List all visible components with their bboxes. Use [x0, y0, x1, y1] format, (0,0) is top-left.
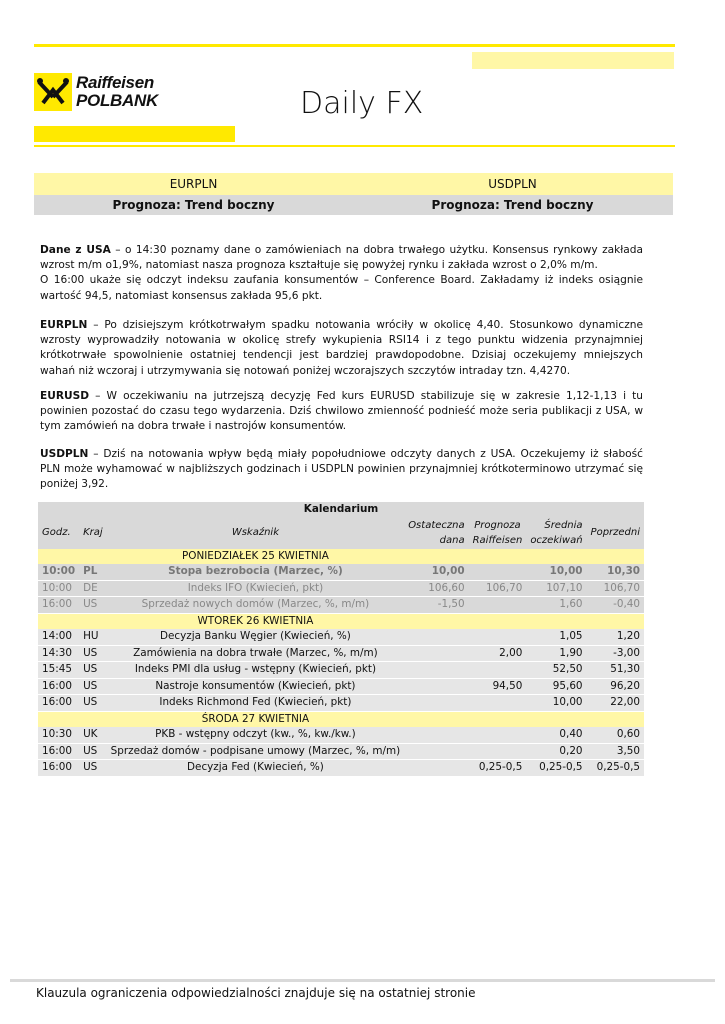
calendar-cell: [469, 695, 527, 712]
calendar-cell: [469, 597, 527, 614]
calendar-cell: [404, 743, 468, 760]
calendar-cell: [404, 662, 468, 679]
raiffeisen-logo: [34, 72, 164, 112]
calendar-cell: UK: [79, 727, 107, 743]
calendar-cell: [404, 695, 468, 712]
calendar-row: [38, 629, 644, 645]
calendar-day-header: [38, 711, 644, 727]
paragraph-text: – W oczekiwaniu na jutrzejszą decyzję Fed kurs EURUSD stabilizuje się w zakresie 1,12-1,13 i tu powinien pozostać do czasu tego wydarzenia. Dziś chwilowo zmienność podnieść może seria publikacji z USA, w tym zamówień na dobra trwałe i nastrojów konsumentów.: [40, 390, 643, 433]
calendar-cell: Sprzedaż nowych domów (Marzec, %, m/m): [107, 597, 405, 614]
calendar-cell: Zamówienia na dobra trwałe (Marzec, %, m/m): [107, 645, 405, 662]
calendar-cell: Indeks IFO (Kwiecień, pkt): [107, 580, 405, 597]
calendar-cell: [404, 629, 468, 645]
col-header: Godz.: [38, 518, 79, 549]
calendar-cell: US: [79, 743, 107, 760]
header-accent-bar: [34, 126, 235, 142]
fx-pair-eurpln: EURPLN: [169, 177, 218, 191]
calendar-cell: 16:00: [38, 743, 79, 760]
paragraph-lead: Dane z USA: [40, 244, 111, 256]
day-label: PONIEDZIAŁEK 25 KWIETNIA: [107, 549, 405, 565]
calendar-cell: 106,60: [404, 580, 468, 597]
col-header: Kraj: [79, 518, 107, 549]
paragraph-eurpln: [40, 318, 643, 379]
calendar-cell: US: [79, 760, 107, 777]
calendar-cell: [469, 743, 527, 760]
calendar-cell: 16:00: [38, 678, 79, 695]
col-header: Prognoza Raiffeisen: [469, 518, 527, 549]
calendar-row: [38, 662, 644, 679]
calendar-cell: 1,90: [526, 645, 586, 662]
calendar-row: [38, 645, 644, 662]
calendar-row: [38, 743, 644, 760]
calendar-cell: 1,05: [526, 629, 586, 645]
calendar-row: [38, 597, 644, 614]
calendar-cell: 0,60: [587, 727, 644, 743]
calendar-cell: 106,70: [469, 580, 527, 597]
calendar-cell: 1,20: [587, 629, 644, 645]
calendar-cell: -3,00: [587, 645, 644, 662]
calendar-cell: 1,60: [526, 597, 586, 614]
day-label: WTOREK 26 KWIETNIA: [107, 613, 405, 629]
calendar-row: [38, 760, 644, 777]
calendar-day-header: [38, 613, 644, 629]
raiffeisen-gable-icon: [34, 73, 72, 111]
calendar-cell: US: [79, 695, 107, 712]
calendar-row: [38, 727, 644, 743]
header-accent-box: [472, 52, 674, 69]
calendar-cell: PKB - wstępny odczyt (kw., %, kw./kw.): [107, 727, 405, 743]
calendar-cell: [469, 629, 527, 645]
calendar-cell: DE: [79, 580, 107, 597]
calendar-cell: Indeks Richmond Fed (Kwiecień, pkt): [107, 695, 405, 712]
calendar-cell: US: [79, 678, 107, 695]
calendar-cell: 0,25-0,5: [526, 760, 586, 777]
calendar-cell: 94,50: [469, 678, 527, 695]
calendar-cell: 16:00: [38, 597, 79, 614]
calendar-cell: Sprzedaż domów - podpisane umowy (Marzec, %, m/m): [107, 743, 405, 760]
calendar-row: [38, 695, 644, 712]
fx-pair-usdpln: USDPLN: [488, 177, 537, 191]
col-header: Poprzedni: [587, 518, 644, 549]
fx-forecast-row: [34, 195, 673, 215]
calendar-row: [38, 580, 644, 597]
paragraph-text: – o 14:30 poznamy dane o zamówieniach na dobra trwałego użytku. Konsensus rynkowy zakłada wzrost m/m o1,9%, natomiast nasza prognoza kształtuje się powyżej rynku i zakłada wzrost o 2,0% m/m.: [40, 244, 643, 272]
calendar-cell: 0,20: [526, 743, 586, 760]
calendar-cell: HU: [79, 629, 107, 645]
calendar-cell: Nastroje konsumentów (Kwiecień, pkt): [107, 678, 405, 695]
calendar-cell: 14:30: [38, 645, 79, 662]
calendar-title: Kalendarium: [38, 502, 644, 518]
calendar-day-header: [38, 549, 644, 565]
calendar-cell: [404, 760, 468, 777]
calendar-cell: Indeks PMI dla usług - wstępny (Kwiecień, pkt): [107, 662, 405, 679]
calendar-cell: -1,50: [404, 597, 468, 614]
calendar-cell: Decyzja Fed (Kwiecień, %): [107, 760, 405, 777]
calendar-cell: 14:00: [38, 629, 79, 645]
paragraph-dane-usa: [40, 243, 643, 304]
calendar-row: [38, 564, 644, 580]
calendar-cell: US: [79, 597, 107, 614]
day-label: ŚRODA 27 KWIETNIA: [107, 711, 405, 727]
paragraph-text: – Dziś na notowania wpływ będą miały popołudniowe odczyty danych z USA. Oczekujemy iż słabość PLN może wyhamować w najbliższych godzinach i USDPLN powinien przynajmniej krótkoterminowo utrzymać się poniżej 3,92.: [40, 448, 643, 491]
calendar-cell: Stopa bezrobocia (Marzec, %): [107, 564, 405, 580]
calendar-cell: [469, 727, 527, 743]
header-divider: [34, 145, 675, 147]
calendar-cell: PL: [79, 564, 107, 580]
calendar-cell: [469, 564, 527, 580]
calendar-cell: 22,00: [587, 695, 644, 712]
calendar-cell: 0,25-0,5: [469, 760, 527, 777]
calendar-cell: US: [79, 662, 107, 679]
calendar-cell: [404, 727, 468, 743]
calendar-cell: 10,30: [587, 564, 644, 580]
fx-pairs-header: [34, 173, 673, 195]
calendar-cell: 106,70: [587, 580, 644, 597]
calendar-cell: 0,40: [526, 727, 586, 743]
calendar-table: [38, 502, 644, 777]
page-title: Daily FX: [300, 86, 424, 121]
calendar-cell: [469, 662, 527, 679]
brand-line1: Raiffeisen: [76, 73, 154, 92]
brand-line2: POLBANK: [76, 91, 158, 110]
calendar-cell: 0,25-0,5: [587, 760, 644, 777]
paragraph-text: – Po dzisiejszym krótkotrwałym spadku notowania wróciły w okolicę 4,40. Stosunkowo dynamiczne wzrosty wyprowadziły notowania w okolicę strefy wykupienia RSI14 i z tego punktu widzenia przynajmniej krótkotrwałe spowolnienie ostatniej tendencji jest bardziej prawdopodobne. Dzisiaj oczekujemy mniejszych wahań niż wczoraj i utrzymywania się notowań poniżej wczorajszych szczytów intraday tzn. 4,4270.: [40, 319, 643, 377]
calendar-cell: US: [79, 645, 107, 662]
fx-forecast-usdpln: Prognoza: Trend boczny: [431, 198, 594, 212]
col-header: Ostateczna dana: [404, 518, 468, 549]
calendar-cell: 16:00: [38, 695, 79, 712]
calendar-cell: 52,50: [526, 662, 586, 679]
calendar-cell: [404, 678, 468, 695]
calendar-cell: 95,60: [526, 678, 586, 695]
calendar-cell: 10,00: [526, 564, 586, 580]
calendar-cell: 10:00: [38, 580, 79, 597]
calendar-cell: 15:45: [38, 662, 79, 679]
calendar-cell: 96,20: [587, 678, 644, 695]
calendar-cell: -0,40: [587, 597, 644, 614]
col-header: Średnia oczekiwań: [526, 518, 586, 549]
calendar-cell: Decyzja Banku Węgier (Kwiecień, %): [107, 629, 405, 645]
calendar-cell: 3,50: [587, 743, 644, 760]
calendar-cell: 51,30: [587, 662, 644, 679]
calendar-cell: 2,00: [469, 645, 527, 662]
calendar-cell: [404, 645, 468, 662]
calendar-cell: 10:30: [38, 727, 79, 743]
col-header: Wskaźnik: [107, 518, 405, 549]
disclaimer-footer: Klauzula ograniczenia odpowiedzialności znajduje się na ostatniej stronie: [36, 986, 476, 1000]
calendar-cell: 10:00: [38, 564, 79, 580]
footer-rule: [10, 979, 715, 982]
calendar-cell: 107,10: [526, 580, 586, 597]
paragraph-eurusd: [40, 389, 643, 435]
calendar-cell: 10,00: [526, 695, 586, 712]
paragraph-lead: EURPLN: [40, 319, 88, 331]
paragraph-lead: EURUSD: [40, 390, 90, 402]
paragraph-lead: USDPLN: [40, 448, 89, 460]
paragraph-usdpln: [40, 447, 643, 493]
paragraph-text: O 16:00 ukaże się odczyt indeksu zaufania konsumentów – Conference Board. Zakładamy iż indeks osiągnie wartość 94,5, natomiast konsensus zakłada 95,6 pkt.: [40, 274, 643, 302]
calendar-cell: 16:00: [38, 760, 79, 777]
calendar-cell: 10,00: [404, 564, 468, 580]
fx-forecast-eurpln: Prognoza: Trend boczny: [112, 198, 275, 212]
calendar-row: [38, 678, 644, 695]
top-yellow-rule: [34, 44, 675, 47]
